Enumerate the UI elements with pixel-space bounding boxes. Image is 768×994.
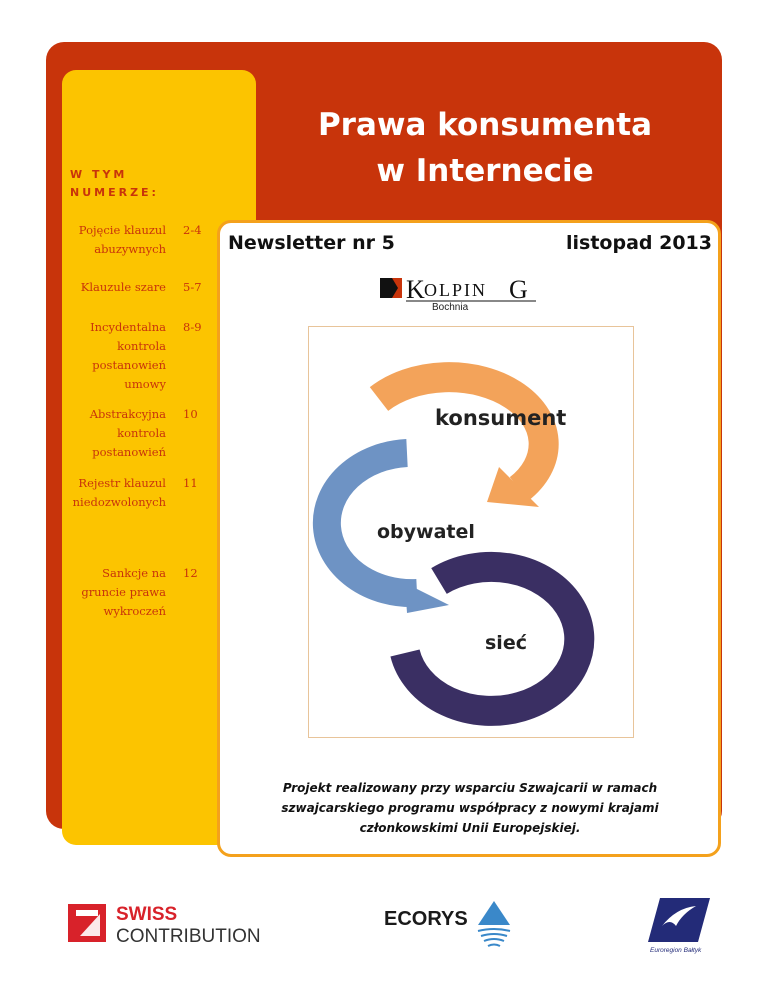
toc-title: Rejestr klauzul niedozwolonych [72, 476, 166, 509]
obywatel-label: obywatel [377, 521, 475, 543]
newsletter-headline [300, 102, 670, 194]
obywatel-arrow [405, 583, 449, 613]
siec-label: sieć [485, 632, 527, 654]
svg-text:G: G [509, 275, 528, 304]
newsletter-number: Newsletter nr 5 [228, 232, 395, 254]
ecorys-logo [382, 895, 512, 951]
toc-page: 8-9 [183, 320, 202, 334]
toc-page: 2-4 [183, 223, 202, 237]
toc-page: 10 [183, 407, 198, 421]
cycle-diagram [308, 326, 634, 738]
toc-page: 11 [183, 476, 198, 490]
toc-title: Abstrakcyjna kontrola postanowień [89, 407, 166, 459]
swiss-text: SWISS [116, 904, 178, 925]
ecorys-text: ECORYS [384, 908, 468, 930]
swiss-contribution-logo [66, 900, 276, 948]
toc-title: Pojęcie klauzul abuzywnych [78, 223, 166, 256]
kolping-subtitle: Bochnia [432, 302, 469, 313]
konsument-arc [379, 377, 544, 489]
svg-text:OLPIN: OLPIN [424, 280, 487, 300]
contribution-text: CONTRIBUTION [116, 926, 261, 947]
project-footnote: Projekt realizowany przy wsparciu Szwajcarii w ramach szwajcarskiego programu współpracy z nowymi krajami członkowskimi Unii Europejskiej. [281, 781, 659, 835]
toc-title: Sankcje na gruncie prawa wykroczeń [81, 566, 166, 618]
toc-title: Klauzule szare [80, 280, 166, 294]
euroregion-baltyk-logo [646, 896, 712, 954]
svg-text:K: K [406, 275, 425, 304]
konsument-label: konsument [435, 406, 567, 430]
toc-page: 12 [183, 566, 198, 580]
in-this-issue-label: W TYM NUMERZE: [70, 168, 159, 199]
euroregion-text: Euroregion Bałtyk [650, 947, 702, 954]
toc-page: 5-7 [183, 280, 202, 294]
toc-title: Incydentalna kontrola postanowień umowy [90, 320, 166, 391]
headline-line-1: Prawa konsumenta [317, 107, 653, 143]
newsletter-date: listopad 2013 [566, 232, 712, 254]
headline-line-2: w Internecie [376, 153, 594, 189]
